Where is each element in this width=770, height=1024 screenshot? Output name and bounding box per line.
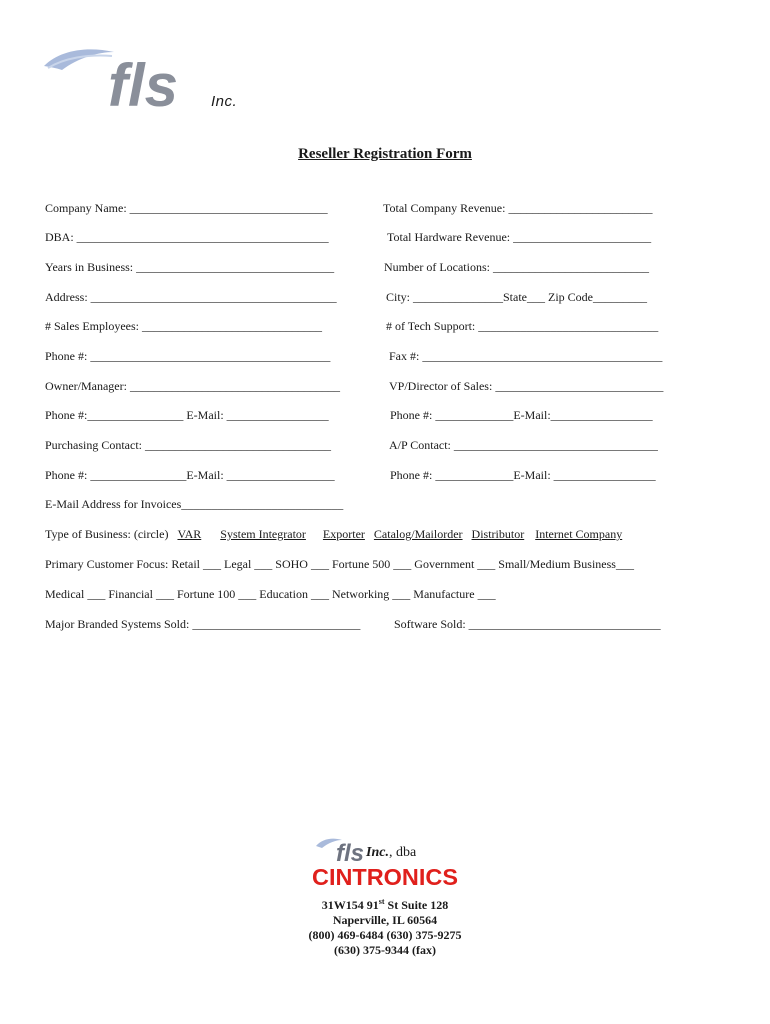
address-sup: st	[378, 897, 385, 906]
ap-contact-field[interactable]: A/P Contact: __________________________________	[389, 438, 658, 452]
footer-inc: Inc.	[366, 845, 389, 860]
address-part-2: St Suite 128	[384, 898, 449, 912]
company-name-field[interactable]: Company Name: _________________________________	[45, 201, 328, 215]
fls-logo	[42, 44, 202, 114]
customer-focus-line-2[interactable]: Medical ___ Financial ___ Fortune 100 ___ Education ___ Networking ___ Manufacture ___	[45, 587, 496, 601]
total-hardware-revenue-field[interactable]: Total Hardware Revenue: _______________________	[387, 230, 652, 244]
vp-director-sales-field[interactable]: VP/Director of Sales: ____________________________	[389, 379, 664, 393]
footer-fax: (630) 375-9344 (fax)	[334, 943, 436, 957]
customer-focus-line-1[interactable]: Primary Customer Focus: Retail ___ Legal ___ SOHO ___ Fortune 500 ___ Government ___ Small/Medium Business___	[45, 557, 634, 571]
purchasing-phone-email-field[interactable]: Phone #: ________________E-Mail: __________________	[45, 468, 335, 482]
tech-support-field[interactable]: # of Tech Support: ______________________________	[386, 319, 659, 333]
footer-phones: (800) 469-6484 (630) 375-9275	[308, 928, 462, 942]
purchasing-contact-field[interactable]: Purchasing Contact: _______________________________	[45, 438, 331, 452]
footer-city: Naperville, IL 60564	[332, 913, 438, 927]
sales-employees-field[interactable]: # Sales Employees: ______________________________	[45, 319, 322, 333]
type-of-business-row	[45, 527, 622, 541]
logo-letters: fls	[108, 52, 179, 114]
total-company-revenue-field[interactable]: Total Company Revenue: ________________________	[383, 201, 653, 215]
option-system-integrator[interactable]: System Integrator	[220, 527, 306, 541]
footer-dba: , dba	[388, 845, 417, 860]
option-exporter[interactable]: Exporter	[322, 527, 365, 541]
option-catalog-mailorder[interactable]: Catalog/Mailorder	[373, 527, 463, 541]
ap-phone-email-field[interactable]: Phone #: _____________E-Mail: _________________	[390, 468, 656, 482]
option-internet-company[interactable]: Internet Company	[535, 527, 623, 541]
city-state-zip-field[interactable]: City: _______________State___ Zip Code_________	[386, 290, 647, 304]
software-sold-field[interactable]: Software Sold: ________________________________	[394, 617, 661, 631]
phone-field[interactable]: Phone #: ________________________________________	[45, 349, 331, 363]
fax-field[interactable]: Fax #: ________________________________________	[389, 349, 663, 363]
vp-phone-email-field[interactable]: Phone #: _____________E-Mail:_________________	[390, 408, 653, 422]
footer-inc-dba	[366, 845, 416, 861]
address-field[interactable]: Address: _________________________________________	[45, 290, 337, 304]
svg-text:CINTRONICS: CINTRONICS	[312, 864, 458, 888]
footer-address	[0, 894, 770, 913]
number-of-locations-field[interactable]: Number of Locations: __________________________	[384, 260, 649, 274]
type-of-business-label: Type of Business: (circle)	[45, 527, 169, 541]
cintronics-logo	[310, 864, 460, 888]
fls-small-logo	[316, 836, 368, 864]
years-in-business-field[interactable]: Years in Business: _________________________________	[45, 260, 335, 274]
form-title: Reseller Registration Form	[298, 146, 472, 162]
owner-phone-email-field[interactable]: Phone #:________________ E-Mail: _________________	[45, 408, 329, 422]
address-part-1: 31W154 91	[321, 898, 379, 912]
major-branded-systems-field[interactable]: Major Branded Systems Sold: ____________________________	[45, 617, 361, 631]
dba-field[interactable]: DBA: __________________________________________	[45, 230, 329, 244]
email-invoices-field[interactable]: E-Mail Address for Invoices___________________________	[45, 497, 344, 511]
footer	[0, 834, 770, 958]
logo-inc-text: Inc.	[211, 93, 238, 110]
option-var[interactable]: VAR	[177, 527, 202, 541]
svg-text:fls: fls	[336, 840, 365, 864]
owner-manager-field[interactable]: Owner/Manager: ___________________________________	[45, 379, 340, 393]
logo-swoosh	[44, 49, 114, 70]
option-distributor[interactable]: Distributor	[471, 527, 525, 541]
